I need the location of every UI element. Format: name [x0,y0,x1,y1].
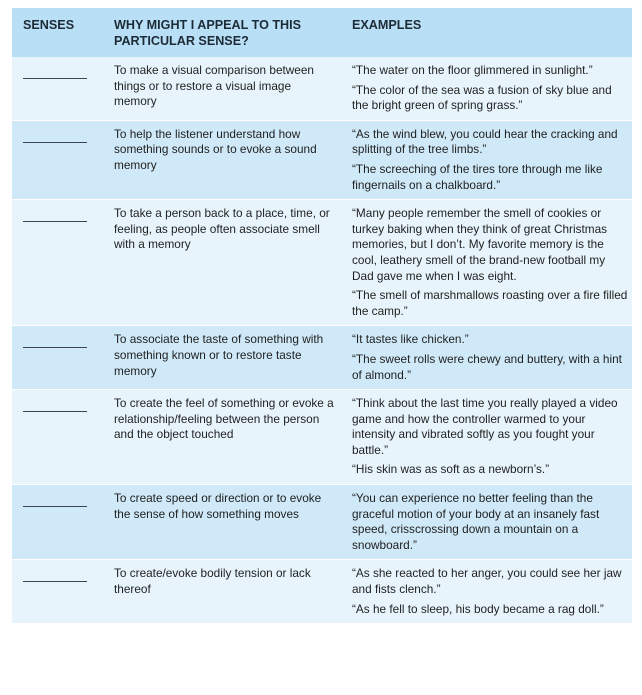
sense-blank-line [23,506,87,507]
sense-blank-cell [12,485,102,559]
example-text: “The sweet rolls were chewy and buttery, with a hint of almond.” [352,351,622,382]
sense-blank-line [23,221,87,222]
examples-cell [344,57,632,120]
example-text: “You can experience no better feeling than the graceful motion of your body at an insanely fast speed, crisscrossing down a mountain on a snowboard.” [352,491,600,552]
sense-blank-line [23,142,87,143]
header-senses: SENSES [12,8,102,57]
example-text: “The smell of marshmallows roasting over a fire filled the camp.” [352,288,628,318]
sense-blank-cell [12,560,102,623]
example-text: “His skin was as soft as a newborn’s.” [352,462,550,477]
sense-blank-cell [12,390,102,484]
example-text: “The screeching of the tires tore through me like fingernails on a chalkboard.” [352,161,603,192]
reason-cell: To create the feel of something or evoke a relationship/feeling between the person and the object touched [102,390,344,484]
reason-cell: To create speed or direction or to evoke the sense of how something moves [102,485,344,559]
example-text: “As he fell to sleep, his body became a rag doll.” [352,601,604,616]
example-text: “Think about the last time you really played a video game and how the controller warmed to your intensity and vibrated softly as you fought your battle.” [352,396,618,457]
sense-blank-cell [12,57,102,120]
sense-blank-cell [12,121,102,199]
reason-cell: To create/evoke bodily tension or lack thereof [102,560,344,623]
example-text: “The water on the floor glimmered in sunlight.” [352,63,593,77]
example-text: “It tastes like chicken.” [352,332,469,347]
example-text: “Many people remember the smell of cookies or turkey baking when they think of great Christmas memories, but I don’t. My favorite memory is the cool, leathery smell of the brand-new football my Dad gave me when I was eight. [352,206,608,283]
sense-blank-line [23,347,87,348]
examples-cell [344,485,632,559]
sense-blank-line [23,78,87,79]
examples-cell [344,200,632,325]
reason-cell: To help the listener understand how something sounds or to evoke a sound memory [102,121,344,199]
examples-cell [344,326,632,389]
examples-cell [344,560,632,623]
senses-table [12,8,632,623]
header-examples: EXAMPLES [344,8,632,57]
sense-blank-line [23,581,87,582]
examples-cell [344,390,632,484]
sense-blank-line [23,411,87,412]
examples-cell [344,121,632,199]
sense-blank-cell [12,326,102,389]
example-text: “As she reacted to her anger, you could see her jaw and fists clench.” [352,566,622,597]
reason-cell: To make a visual comparison between things or to restore a visual image memory [102,57,344,120]
example-text: “As the wind blew, you could hear the cracking and splitting of the tree limbs.” [352,126,618,157]
reason-cell: To take a person back to a place, time, or feeling, as people often associate smell with a memory [102,200,344,325]
header-why: WHY MIGHT I APPEAL TO THIS PARTICULAR SENSE? [102,8,344,57]
reason-cell: To associate the taste of something with something known or to restore taste memory [102,326,344,389]
example-text: “The color of the sea was a fusion of sky blue and the bright green of spring grass.” [352,82,612,113]
sense-blank-cell [12,200,102,325]
